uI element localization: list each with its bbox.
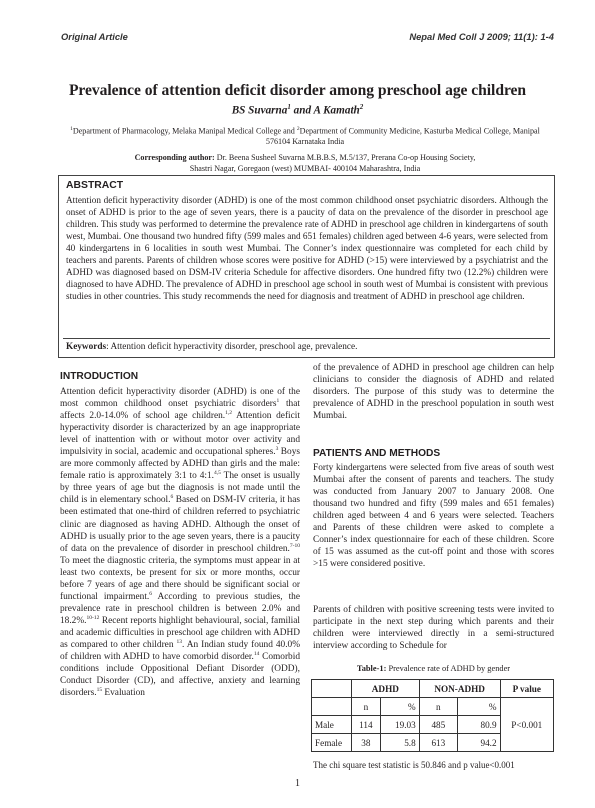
row-label: Male [312, 716, 352, 734]
table-footnote: The chi square test statistic is 50.846 and p value<0.001 [313, 760, 515, 770]
table-caption-text: Prevalence rate of ADHD by gender [386, 664, 511, 673]
abstract-heading: ABSTRACT [66, 180, 124, 191]
corresponding-line-2: Shastri Nagar, Goregaon (west) MUMBAI- 400104 Maharashtra, India [189, 163, 421, 173]
author-line [0, 103, 595, 117]
sub-non-n: n [419, 698, 457, 716]
introduction-text: Attention deficit hyperactivity disorder (ADHD) is one of the most common childhood onset psychiatric disorders$^1$ that affects 2.0-14.0% of school age children.$^{1,2}$ Attention deficit hyperactivity disorder is characterized by an age inappropriate level of inattention with or without motor over activity and impulsivity in social, academic and occupational spheres.$^3$ Boys are more commonly affected by ADHD than girls and the male: female ratio is approximately 3:1 to 4:1.$^{4,5}$ The onset is usually by three years of age but the diagnosis is not made until the child is in elementary school.$^6$ Based on DSM-IV criteria, it has been estimated that one-third of children referred to psychiatric clinic are diagnosed as having ADHD. Although the onset of ADHD is usually prior to the age seven years, there is a paucity of data on the prevalence of disorder in preschool children.$^{7-10}$ To meet the diagnostic criteria, the symptoms must appear in at least two contexts, be present for six or more months, occur before 7 years of age and there should be significant social or functional impairment.$^6$ According to previous studies, the prevalence rate in preschool children is between 2.0% and 18.2%.$^{10-12}$ Recent reports highlight behavioural, social, familial and academic difficulties in preschool age children with ADHD as compared to other children $^{13}$. An Indian study found 40.0% of children with ADHD to have comorbid disorder.$^{14}$ Comorbid conditions include Oppositional Defiant Disorder (ODD), Conduct Disorder (CD), and affective, anxiety and learning disorders.$^{15}$ Evaluation [60, 387, 300, 699]
article-title: Prevalence of attention deficit disorder among preschool age children [68, 82, 527, 99]
header-adhd: ADHD [352, 680, 420, 698]
author-1: BS Suvarna [231, 104, 288, 117]
abstract-divider [63, 338, 550, 339]
affil-2: Department of Community Medicine, Kasturba Medical College, Manipal 576104 Karnataka India [265, 126, 540, 147]
adhd-n: 38 [352, 734, 381, 752]
methods-paragraph-2: Parents of children with positive screening tests were invited to participate in the next step during which parents and their children were interviewed directly in a semi-structured interview according to Schedule for [313, 605, 554, 652]
page-number: 1 [295, 778, 300, 789]
corresponding-line-1: Dr. Beena Susheel Suvarna M.B.B.S, M.5/137, Prerana Co-op Housing Society, [214, 153, 476, 162]
table-subheader-row [312, 698, 554, 716]
corresponding-author [60, 153, 550, 174]
non-adhd-n: 613 [419, 734, 457, 752]
sub-non-pct: % [457, 698, 500, 716]
table-corner-cell [312, 680, 352, 698]
author-1-affil-mark: 1 [287, 103, 291, 111]
keywords-label: Keywords [66, 342, 107, 352]
affil-mark-1: 1 [70, 126, 73, 132]
introduction-heading: INTRODUCTION [60, 371, 139, 382]
table-header-row [312, 680, 554, 698]
non-adhd-pct: 94.2 [457, 734, 500, 752]
table-caption-label: Table-1: [356, 664, 387, 673]
adhd-pct: 5.8 [380, 734, 419, 752]
author-2: A Kamath [313, 104, 360, 117]
header-p-value: P value [500, 680, 553, 698]
corresponding-label: Corresponding author: [134, 153, 215, 162]
author-joiner: and [290, 104, 314, 117]
affil-1: Department of Pharmacology, Melaka Manipal Medical College and [72, 126, 297, 136]
row-label: Female [312, 734, 352, 752]
affil-mark-2: 2 [296, 126, 300, 132]
methods-heading: PATIENTS AND METHODS [313, 448, 441, 459]
keywords [66, 342, 357, 352]
sub-adhd-n: n [352, 698, 381, 716]
journal-section-label: Original Article [61, 31, 128, 42]
adhd-pct: 19.03 [380, 716, 419, 734]
methods-paragraph-1: Forty kindergartens were selected from five areas of south west Mumbai after the consent of parents and teachers. The study was conducted from January 2007 to January 2008. One thousand two hundred and fifty (599 males and 651 females) children aged between 4 and 6 years were selected. Teachers and Parents of these children were asked to complete a Conner’s index questionnaire for each of these children. Score of 15 was assumed as the cut-off point and those with scores >15 were considered positive. [313, 463, 554, 570]
p-value-cell: P<0.001 [500, 698, 553, 752]
abstract-box [58, 175, 555, 358]
affiliations [60, 124, 550, 148]
sub-adhd-pct: % [380, 698, 419, 716]
journal-citation: Nepal Med Coll J 2009; 11(1): 1-4 [409, 31, 554, 42]
keywords-text: : Attention deficit hyperactivity disorder, preschool age, prevalence. [106, 342, 358, 352]
author-2-affil-mark: 2 [359, 103, 364, 111]
introduction-text-continued: of the prevalence of ADHD in preschool age children can help clinicians to consider the diagnosis of ADHD and related disorders. The purpose of this study was to determine the prevalence of ADHD in the preschool population in south west Mumbai. [313, 363, 554, 422]
non-adhd-pct: 80.9 [457, 716, 500, 734]
adhd-n: 114 [352, 716, 381, 734]
table-empty-cell [312, 698, 352, 716]
table-caption [313, 664, 554, 673]
header-non-adhd: NON-ADHD [419, 680, 500, 698]
non-adhd-n: 485 [419, 716, 457, 734]
prevalence-table [311, 679, 554, 752]
abstract-body: Attention deficit hyperactivity disorder (ADHD) is one of the most common childhood onset psychiatric disorders. Although the onset of ADHD is prior to the age of seven years, there is a paucity of data on the prevalence of the disorder in preschool age children. This study was performed to determine the prevalence rate of ADHD in preschool age children in kindergartens of south west, Mumbai. One thousand two hundred fifty (599 males and 651 females) children aged between 4-6 years, were selected from 40 kindergartens in 6 localities in south west Mumbai. The Conner’s index questionnaire was completed for each child by teachers and parents. Parents of children whose scores were positive for ADHD (>15) were interviewed by a psychiatrist and the ADHD was diagnosed based on DSM-IV criteria Schedule for affective disorders. One hundred fifty two (12.2%) children were diagnosed to have ADHD. The prevalence of ADHD in preschool age school in south west of Mumbai is consistent with previous studies in other countries. This study recommends the need for diagnosis and treatment of ADHD in preschool age children. [66, 196, 548, 303]
